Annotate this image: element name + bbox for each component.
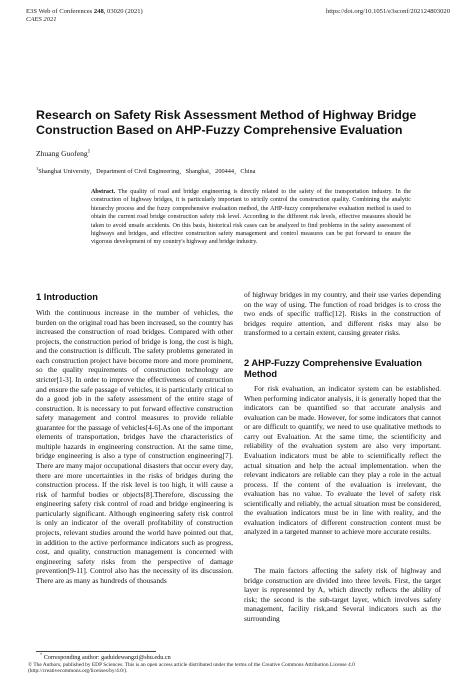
author-line	[36, 149, 90, 158]
journal-volume: 248	[93, 8, 104, 15]
ahp-heading: 2 AHP-Fuzzy Comprehensive Evaluation Method	[244, 358, 422, 379]
article-info: , 03020 (2021)	[103, 8, 143, 15]
abstract	[91, 188, 411, 247]
abstract-text: The quality of road and bridge engineering is directly related to the safety of the transportation industry. In the construction of highway bridges, it is particularly important to strictly control the construction quality. Combining the analytic hierarchy process and the fuzzy comprehensive evaluation method, the AHP-fuzzy comprehensive evaluation method is used to obtain the current road bridge construction safety risk level. According to the different risk levels, effective measures should be taken to avoid unsafe accidents. On this basis, historical risk cases can be analyzed to find problems in the safety assessment of highways and bridges, and effective construction safety management and control measures can be put forward to ensure the vigorous development of my country's highway and bridge industry.	[91, 189, 411, 246]
running-header-left	[26, 8, 143, 25]
author-name: Zhuang Guofeng	[36, 149, 88, 158]
author-affil-mark: 1	[87, 148, 91, 155]
ahp-paragraph-2: The main factors affecting the safety risk of highway and bridge construction are divided into three levels. First, the target layer is represented by A, which directly reflects the ability of risk; the second is the sub-target layer, which involves safety management, facility risk,and Several indicators such as the surrounding	[244, 566, 441, 623]
abstract-label: Abstract.	[91, 189, 116, 195]
footnote-text: Corresponding author: gaduidewangzi@shu.edu.cn	[42, 654, 171, 661]
ahp-paragraph-1: For risk evaluation, an indicator system can be established. When performing indicator analysis, it is generally hoped that the indicators can be quantified so that accurate analysis and evaluation can be made. However, for some indicators that cannot or are difficult to quantify, we need to use qualitative methods to carry out Evaluation. At the same time, the scientificity and reliability of the evaluation system are also very important. Evaluation indicators must be able to scientifically reflect the actual situation and help the actual implementation. when the relevant indicators are reliable can they play a role in the actual process. If the content of the evaluation is irrelevant, the evaluation has no value. To evaluate the level of safety risk scientifically and reliably, the actual situation must be considered, the evaluation indicators must be in line with reality, and the evaluation indicators of different construction content must be analyzed in a targeted manner to achieve more accurate results.	[244, 384, 441, 537]
affil-mark: 1	[36, 165, 39, 171]
license-statement: © The Authors, published by EDP Sciences. This is an open access article distributed under the terms of the Creative Commons Attribution License 4.0 (http://creativecommons.org/licenses/by/4.0/).	[28, 662, 355, 674]
footnote-divider	[36, 651, 156, 652]
footnote-mark: *	[40, 651, 43, 657]
intro-paragraph: With the continuous increase in the number of vehicles, the burden on the original road has been increased, so the country has increased the construction of road bridges. Compared with other projects, the construction period of bridge is long, the cost is high, and the construction is difficult. The safety problems generated in each construction project have become more and more prominent, so the quality requirements of construction technology are stricter[1-3]. In order to improve the effectiveness of construction and ensure the safe passage of vehicles, it is particularly critical to do a good job in the safety assessment of the entire stage of construction. It is necessary to put forward effective construction safety management and control measures to provide reliable guarantee for the passage of vehicles[4-6].As one of the important elements of transportation, bridges have the characteristics of multiple hazards in engineering construction. At the same time, bridge engineering is also a type of construction engineering[7]. There are many major occupational disasters that occur every day, there are more uncertainties in the risks of bridges during the construction process. If the risk level is too high, it will cause a risk of harmful bodies or objects[8].Therefore, discussing the engineering safety risk control of road and bridge engineering is particularly significant. Although engineering safety risk control is only an indicator of the overall profitability of construction projects, relevant studies around the world have pointed out that, in addition to the active performance indicators such as progress, cost, and quality, construction management is concerned with engineering safety risks from the perspective of damage prevention[9-11]. Control also has the necessity of its discussion. There are as many as hundreds of thousands	[36, 308, 233, 585]
intro-continued-paragraph: of highway bridges in my country, and their use varies depending on the way of using. The function of road bridges is to cross the two ends of specific traffic[12]. Risks in the construction of bridges require attention, and different risks may also be transformed to a certain extent, causing greater risks.	[244, 290, 441, 338]
affiliation-text: Shanghai University，Department of Civil Engineering，Shanghai，200444，China	[38, 168, 256, 175]
affiliation-line	[36, 166, 255, 175]
journal-name: E3S Web of Conferences	[26, 8, 94, 15]
paper-title: Research on Safety Risk Assessment Method of Highway Bridge Construction Based on AHP-Fuzzy Comprehensive Evaluation	[36, 108, 417, 137]
conference-name: CAES 2021	[26, 16, 57, 24]
footnote	[40, 651, 171, 661]
doi-link[interactable]: https://doi.org/10.1051/e3sconf/202124803020	[325, 8, 450, 15]
intro-heading: 1 Introduction	[36, 292, 98, 302]
journal-line	[26, 8, 143, 16]
